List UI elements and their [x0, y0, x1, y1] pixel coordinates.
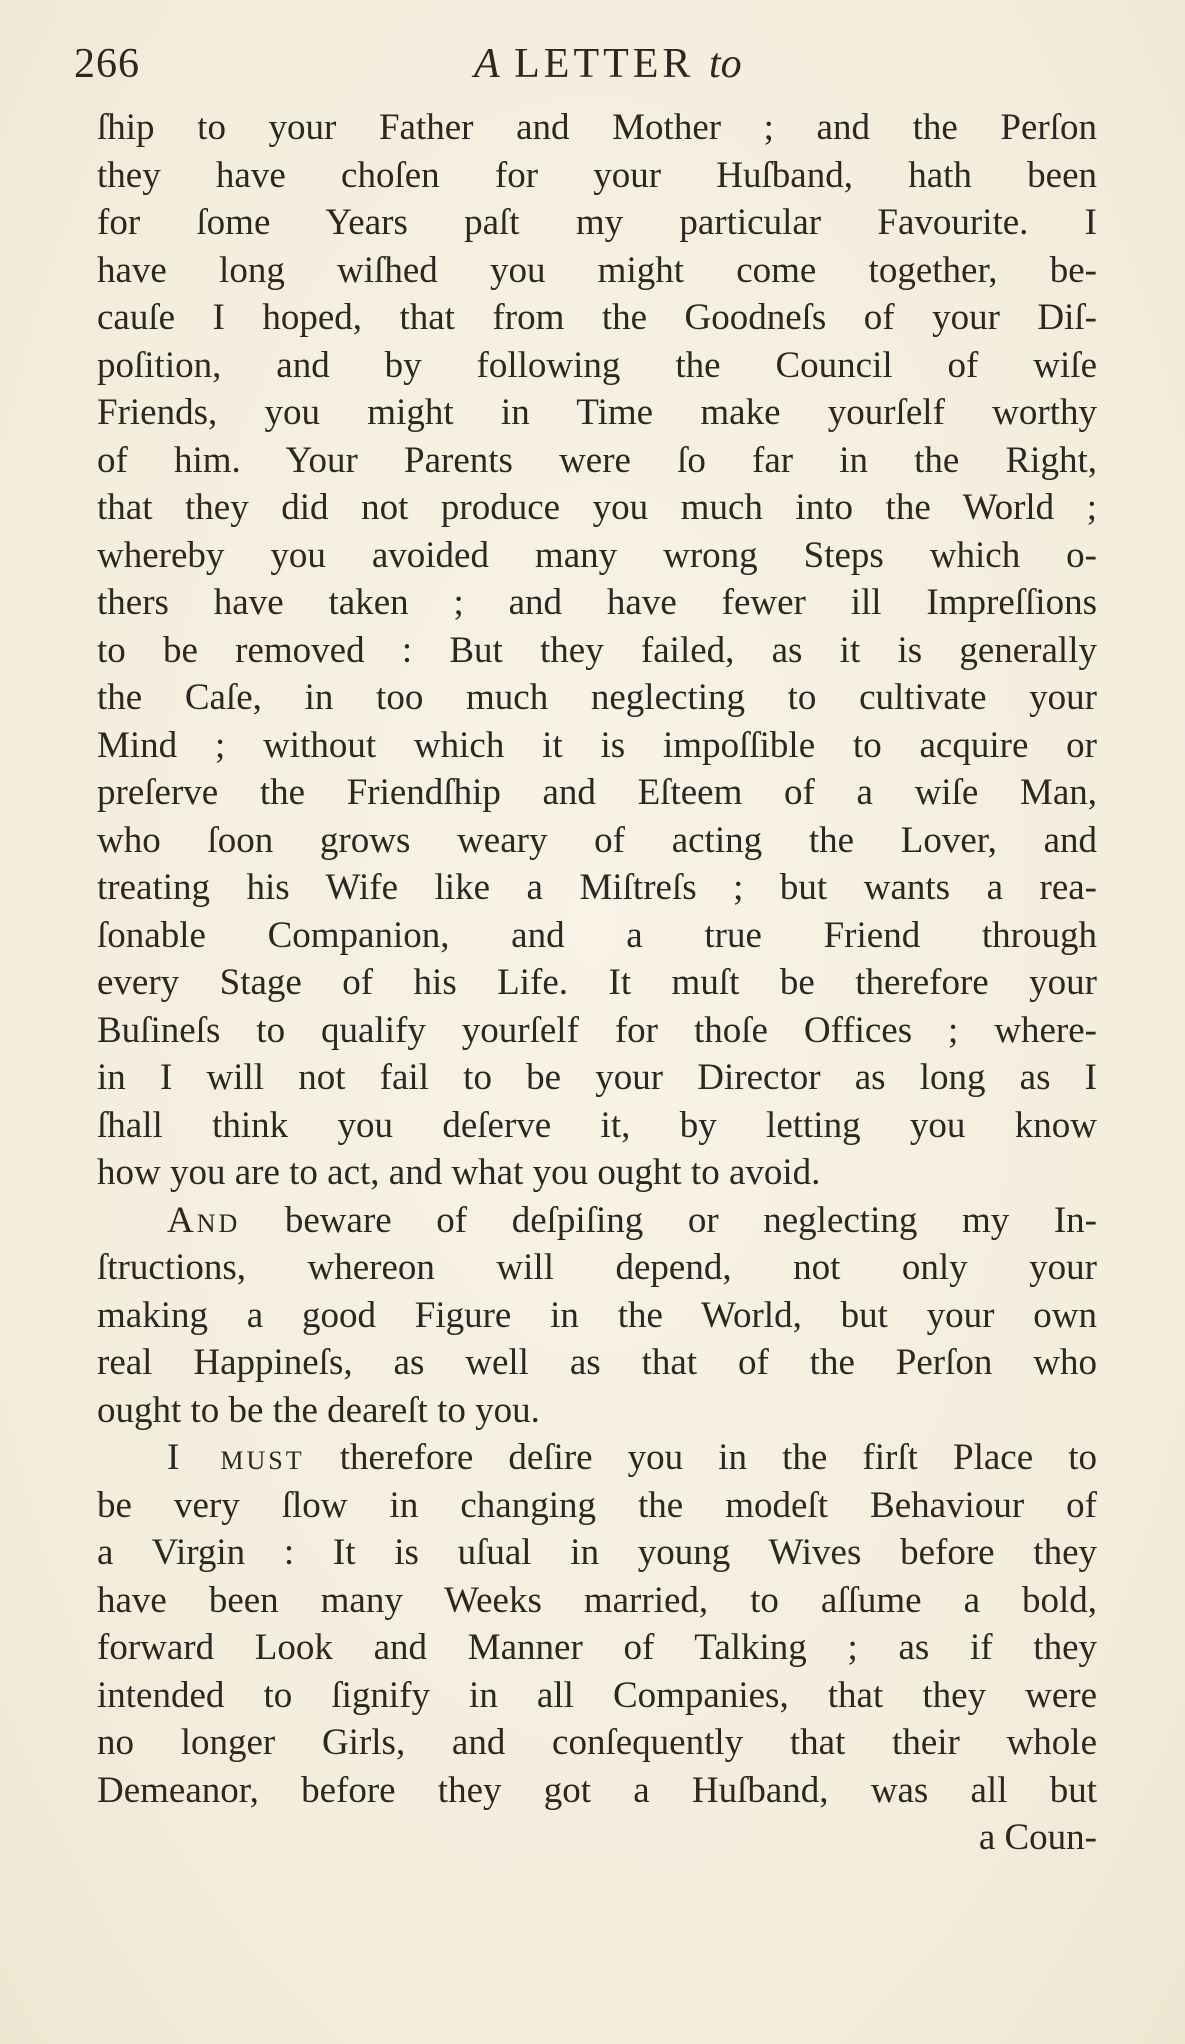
- running-title-suffix: to: [708, 41, 742, 87]
- text-line: Demeanor, before they got a Huſband, was all but: [97, 1769, 1097, 1811]
- text-line: they have choſen for your Huſband, hath been: [97, 154, 1097, 196]
- text-line: for ſome Years paſt my particular Favourite. I: [97, 202, 1097, 243]
- paragraph-opening-line: [97, 1434, 1097, 1482]
- text-line: how you are to act, and what you ought to avoid.: [97, 1152, 821, 1193]
- text-line: have long wiſhed you might come together, be-: [97, 249, 1097, 291]
- paragraph-opening-line: [97, 1197, 1097, 1245]
- text-line: Mind ; without which it is impoſſible to acquire or: [97, 724, 1097, 766]
- running-title-main: LETTER: [514, 41, 695, 87]
- text-line: in I will not fail to be your Director as long as I: [97, 1057, 1097, 1098]
- catchword: a Coun-: [978, 1817, 1097, 1858]
- paragraph-lead-word: I must: [167, 1437, 305, 1478]
- text-line: no longer Girls, and conſequently that their whole: [97, 1722, 1097, 1763]
- text-line: of him. Your Parents were ſo far in the Right,: [97, 439, 1097, 481]
- paragraph-opening-text: therefore deſire you in the firſt Place to: [304, 1437, 1097, 1478]
- text-line: to be removed : But they failed, as it is generally: [97, 629, 1097, 671]
- text-line: cauſe I hoped, that from the Goodneſs of your Diſ-: [97, 297, 1097, 338]
- text-line: that they did not produce you much into the World ;: [97, 487, 1097, 528]
- text-line: Friends, you might in Time make yourſelf worthy: [97, 392, 1097, 433]
- text-line: ſonable Companion, and a true Friend through: [97, 914, 1097, 956]
- paragraph-opening-text: beware of deſpiſing or neglecting my In-: [240, 1199, 1097, 1241]
- text-line: ſhall think you deſerve it, by letting you know: [97, 1104, 1097, 1146]
- text-line: every Stage of his Life. It muſt be therefore your: [97, 962, 1097, 1003]
- text-line: ſhip to your Father and Mother ; and the Perſon: [97, 107, 1097, 148]
- text-line: making a good Figure in the World, but your own: [97, 1294, 1097, 1336]
- body-text: [97, 104, 1097, 1862]
- text-line: ought to be the deareſt to you.: [97, 1389, 540, 1431]
- text-line: intended to ſignify in all Companies, that they were: [97, 1674, 1097, 1716]
- text-line: Buſineſs to qualify yourſelf for thoſe Offices ; where-: [97, 1009, 1097, 1051]
- text-line: thers have taken ; and have fewer ill Impreſſions: [97, 582, 1097, 623]
- text-line: the Caſe, in too much neglecting to cultivate your: [97, 677, 1097, 718]
- page-number: 266: [74, 41, 140, 87]
- text-line: be very ſlow in changing the modeſt Behaviour of: [97, 1484, 1097, 1526]
- text-line: real Happineſs, as well as that of the Perſon who: [97, 1342, 1097, 1383]
- paragraph-lead-word: And: [167, 1199, 241, 1241]
- text-line: preſerve the Friendſhip and Eſteem of a wiſe Man,: [97, 772, 1097, 813]
- text-line: forward Look and Manner of Talking ; as if they: [97, 1627, 1097, 1668]
- text-line: whereby you avoided many wrong Steps which o-: [97, 534, 1097, 576]
- text-line: who ſoon grows weary of acting the Lover, and: [97, 819, 1097, 861]
- text-line: treating his Wife like a Miſtreſs ; but wants a rea-: [97, 867, 1097, 908]
- text-line: poſition, and by following the Council of wiſe: [97, 344, 1097, 386]
- running-title: [474, 40, 742, 88]
- running-title-prefix: A: [474, 41, 500, 87]
- text-line: have been many Weeks married, to aſſume a bold,: [97, 1579, 1097, 1621]
- running-head: [74, 40, 1114, 100]
- text-line: a Virgin : It is uſual in young Wives before they: [97, 1532, 1097, 1573]
- text-line: ſtructions, whereon will depend, not only your: [97, 1247, 1097, 1288]
